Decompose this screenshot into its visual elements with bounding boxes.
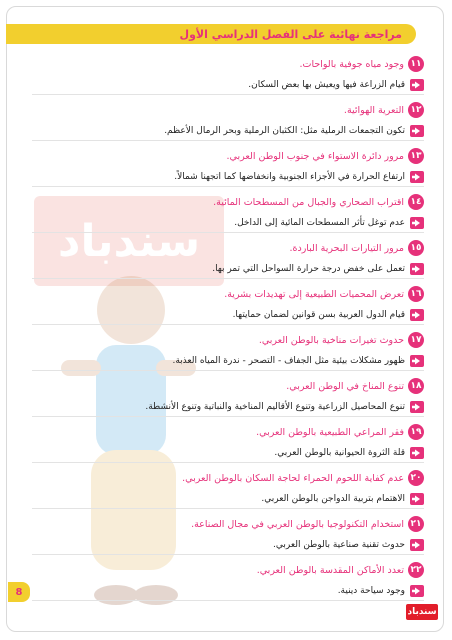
question-row (32, 238, 424, 258)
answer-row (32, 490, 424, 509)
brand-logo (406, 604, 438, 620)
question-text: التعرية الهوائية. (343, 104, 404, 116)
header-banner (6, 24, 416, 44)
answer-text: الاهتمام بتربية الدواجن بالوطن العربي. (261, 494, 405, 504)
question-row (32, 468, 424, 488)
arrow-icon (410, 493, 424, 505)
number-badge: ١٨ (408, 378, 424, 394)
answer-row (32, 306, 424, 325)
question-row (32, 422, 424, 442)
list-item (32, 468, 424, 514)
watermark-text: سندباد (57, 215, 201, 267)
list-item (32, 376, 424, 422)
arrow-icon (410, 585, 424, 597)
question-row (32, 100, 424, 120)
list-item (32, 560, 424, 606)
question-row (32, 284, 424, 304)
question-text: مرور دائرة الاستواء في جنوب الوطن العربي. (226, 150, 404, 162)
brand-text: سندباد (407, 607, 437, 617)
arrow-icon (410, 125, 424, 137)
list-item (32, 192, 424, 238)
question-text: تعرض المحميات الطبيعية إلى تهديدات بشرية. (224, 288, 404, 300)
number-badge: ١٤ (408, 194, 424, 210)
question-row (32, 376, 424, 396)
list-item (32, 422, 424, 468)
answer-row (32, 398, 424, 417)
list-item (32, 284, 424, 330)
question-text: عدم كفاية اللحوم الحمراء لحاجة السكان بالوطن العربي. (182, 472, 404, 484)
arrow-icon (410, 447, 424, 459)
answer-row (32, 76, 424, 95)
question-text: تنوع المناخ في الوطن العربي. (286, 380, 404, 392)
answer-row (32, 214, 424, 233)
number-badge: ١٩ (408, 424, 424, 440)
arrow-icon (410, 539, 424, 551)
question-row (32, 146, 424, 166)
number-badge: ٢١ (408, 516, 424, 532)
answer-text: قلة الثروة الحيوانية بالوطن العربي. (274, 448, 405, 458)
answer-row (32, 536, 424, 555)
answer-text: تكون التجمعات الرملية مثل: الكثبان الرملية وبحر الرمال الأعظم. (164, 126, 405, 136)
answer-text: تنوع المحاصيل الزراعية وتنوع الأقاليم المناخية والنباتية وتنوع الأنشطة. (145, 402, 405, 412)
question-row (32, 560, 424, 580)
question-text: تعدد الأماكن المقدسة بالوطن العربي. (256, 564, 404, 576)
number-badge: ٢٢ (408, 562, 424, 578)
answer-row (32, 260, 424, 279)
question-text: وجود مياه جوفية بالواحات. (299, 58, 404, 70)
question-row (32, 330, 424, 350)
question-text: فقر المراعي الطبيعية بالوطن العربي. (256, 426, 404, 438)
page-number-tab (8, 582, 30, 602)
answer-text: وجود سياحة دينية. (337, 586, 405, 596)
number-badge: ١٧ (408, 332, 424, 348)
arrow-icon (410, 355, 424, 367)
list-item (32, 330, 424, 376)
list-item (32, 514, 424, 560)
answer-text: قيام الزراعة فيها ويعيش بها بعض السكان. (248, 80, 405, 90)
arrow-icon (410, 79, 424, 91)
answers-list (32, 54, 424, 606)
arrow-icon (410, 217, 424, 229)
answer-row (32, 352, 424, 371)
page-title: مراجعة نهائية على الفصل الدراسي الأول (179, 27, 402, 41)
number-badge: ١٣ (408, 148, 424, 164)
answer-text: تعمل على خفض درجة حرارة السواحل التي تمر بها. (212, 264, 405, 274)
arrow-icon (410, 171, 424, 183)
number-badge: ١٦ (408, 286, 424, 302)
list-item (32, 146, 424, 192)
question-text: حدوث تغيرات مناخية بالوطن العربي. (258, 334, 404, 346)
arrow-icon (410, 309, 424, 321)
number-badge: ١٢ (408, 102, 424, 118)
question-text: مرور التيارات البحرية الباردة. (289, 242, 404, 254)
arrow-icon (410, 263, 424, 275)
arrow-icon (410, 401, 424, 413)
question-row (32, 514, 424, 534)
question-row (32, 192, 424, 212)
page-number: 8 (15, 586, 23, 598)
question-row (32, 54, 424, 74)
number-badge: ٢٠ (408, 470, 424, 486)
answer-row (32, 444, 424, 463)
number-badge: ١١ (408, 56, 424, 72)
list-item (32, 100, 424, 146)
list-item (32, 238, 424, 284)
answer-text: قيام الدول العربية بسن قوانين لضمان حمايتها. (232, 310, 405, 320)
answer-row (32, 582, 424, 601)
question-text: اقتراب الصحاري والجبال من المسطحات المائية. (213, 196, 404, 208)
question-text: استخدام التكنولوجيا بالوطن العربي في مجال الصناعة. (191, 518, 404, 530)
answer-row (32, 122, 424, 141)
answer-text: حدوث تقنية صناعية بالوطن العربي. (273, 540, 405, 550)
answer-text: عدم توغل تأثر المسطحات المائية إلى الداخل. (234, 218, 405, 228)
answer-text: ظهور مشكلات بيئية مثل الجفاف - التصحر - ندرة المياه العذبة. (172, 356, 405, 366)
number-badge: ١٥ (408, 240, 424, 256)
answer-text: ارتفاع الحرارة في الأجزاء الجنوبية وانخفاضها كما اتجهنا شمالاً. (174, 172, 405, 182)
list-item (32, 54, 424, 100)
answer-row (32, 168, 424, 187)
